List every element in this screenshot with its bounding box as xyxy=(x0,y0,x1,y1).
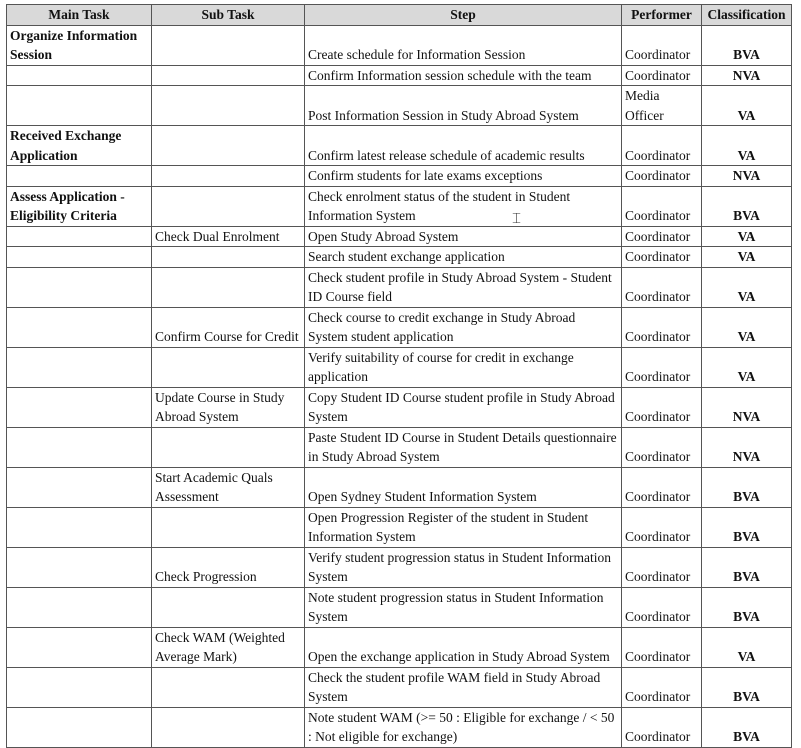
main-task-cell: Received Exchange Application xyxy=(7,126,152,166)
sub-task-cell xyxy=(152,347,305,387)
table-row xyxy=(7,166,792,187)
main-task-cell xyxy=(7,547,152,587)
header-step: Step xyxy=(305,5,622,26)
header-performer: Performer xyxy=(622,5,702,26)
performer-cell: Coordinator xyxy=(622,467,702,507)
classification-cell: VA xyxy=(702,627,792,667)
sub-task-cell xyxy=(152,587,305,627)
table-body xyxy=(7,25,792,747)
classification-cell: VA xyxy=(702,126,792,166)
process-table-document xyxy=(6,4,791,748)
sub-task-cell xyxy=(152,667,305,707)
classification-cell: BVA xyxy=(702,467,792,507)
sub-task-cell: Check Progression xyxy=(152,547,305,587)
classification-cell: NVA xyxy=(702,387,792,427)
sub-task-cell xyxy=(152,25,305,65)
main-task-cell xyxy=(7,667,152,707)
step-cell: Search student exchange application xyxy=(305,247,622,268)
table-row xyxy=(7,467,792,507)
table-row xyxy=(7,387,792,427)
main-task-cell: Organize Information Session xyxy=(7,25,152,65)
performer-cell: Coordinator xyxy=(622,507,702,547)
classification-cell: BVA xyxy=(702,547,792,587)
sub-task-cell xyxy=(152,186,305,226)
performer-cell: Coordinator xyxy=(622,587,702,627)
main-task-cell xyxy=(7,627,152,667)
main-task-cell xyxy=(7,467,152,507)
performer-cell: Coordinator xyxy=(622,226,702,247)
table-row xyxy=(7,307,792,347)
classification-cell: VA xyxy=(702,267,792,307)
table-row xyxy=(7,627,792,667)
process-table xyxy=(6,4,792,748)
step-cell: Verify student progression status in Student Information System xyxy=(305,547,622,587)
classification-cell: BVA xyxy=(702,587,792,627)
sub-task-cell xyxy=(152,507,305,547)
table-row xyxy=(7,507,792,547)
classification-cell: VA xyxy=(702,307,792,347)
main-task-cell xyxy=(7,347,152,387)
classification-cell: VA xyxy=(702,347,792,387)
table-row xyxy=(7,186,792,226)
sub-task-cell xyxy=(152,267,305,307)
performer-cell: Coordinator xyxy=(622,126,702,166)
step-cell: Open the exchange application in Study Abroad System xyxy=(305,627,622,667)
performer-cell: Coordinator xyxy=(622,25,702,65)
step-cell: Open Study Abroad System xyxy=(305,226,622,247)
main-task-cell xyxy=(7,387,152,427)
sub-task-cell xyxy=(152,126,305,166)
sub-task-cell xyxy=(152,65,305,86)
performer-cell: Coordinator xyxy=(622,707,702,747)
classification-cell: BVA xyxy=(702,507,792,547)
classification-cell: NVA xyxy=(702,65,792,86)
main-task-cell xyxy=(7,226,152,247)
step-cell: Verify suitability of course for credit in exchange application xyxy=(305,347,622,387)
header-row xyxy=(7,5,792,26)
step-cell: Note student WAM (>= 50 : Eligible for exchange / < 50 : Not eligible for exchange) xyxy=(305,707,622,747)
main-task-cell: Assess Application - Eligibility Criteria xyxy=(7,186,152,226)
main-task-cell xyxy=(7,587,152,627)
sub-task-cell: Check Dual Enrolment xyxy=(152,226,305,247)
performer-cell: Coordinator xyxy=(622,627,702,667)
sub-task-cell xyxy=(152,86,305,126)
table-row xyxy=(7,427,792,467)
main-task-cell xyxy=(7,427,152,467)
step-cell: Confirm students for late exams exceptions xyxy=(305,166,622,187)
classification-cell: BVA xyxy=(702,25,792,65)
step-cell: Paste Student ID Course in Student Details questionnaire in Study Abroad System xyxy=(305,427,622,467)
step-cell: Confirm Information session schedule with the team xyxy=(305,65,622,86)
sub-task-cell xyxy=(152,247,305,268)
main-task-cell xyxy=(7,166,152,187)
table-row xyxy=(7,587,792,627)
step-cell: Create schedule for Information Session xyxy=(305,25,622,65)
classification-cell: NVA xyxy=(702,166,792,187)
sub-task-cell: Confirm Course for Credit xyxy=(152,307,305,347)
main-task-cell xyxy=(7,707,152,747)
main-task-cell xyxy=(7,507,152,547)
classification-cell: BVA xyxy=(702,707,792,747)
sub-task-cell xyxy=(152,427,305,467)
table-row xyxy=(7,25,792,65)
table-row xyxy=(7,707,792,747)
performer-cell: Coordinator xyxy=(622,387,702,427)
main-task-cell xyxy=(7,86,152,126)
sub-task-cell: Check WAM (Weighted Average Mark) xyxy=(152,627,305,667)
table-row xyxy=(7,267,792,307)
step-cell: Check enrolment status of the student in Student Information System xyxy=(305,186,622,226)
classification-cell: BVA xyxy=(702,667,792,707)
performer-cell: Coordinator xyxy=(622,65,702,86)
text-cursor-icon: ⌶ xyxy=(512,209,522,227)
step-cell: Post Information Session in Study Abroad System xyxy=(305,86,622,126)
performer-cell: Coordinator xyxy=(622,267,702,307)
sub-task-cell: Update Course in Study Abroad System xyxy=(152,387,305,427)
performer-cell: Coordinator xyxy=(622,427,702,467)
step-cell: Note student progression status in Student Information System xyxy=(305,587,622,627)
classification-cell: BVA xyxy=(702,186,792,226)
table-row xyxy=(7,547,792,587)
classification-cell: VA xyxy=(702,86,792,126)
performer-cell: Coordinator xyxy=(622,547,702,587)
main-task-cell xyxy=(7,267,152,307)
step-cell: Open Sydney Student Information System xyxy=(305,467,622,507)
classification-cell: NVA xyxy=(702,427,792,467)
table-row xyxy=(7,226,792,247)
performer-cell: Coordinator xyxy=(622,186,702,226)
header-sub-task: Sub Task xyxy=(152,5,305,26)
step-cell: Check the student profile WAM field in Study Abroad System xyxy=(305,667,622,707)
sub-task-cell: Start Academic Quals Assessment xyxy=(152,467,305,507)
table-row xyxy=(7,65,792,86)
table-row xyxy=(7,667,792,707)
step-cell: Confirm latest release schedule of academic results xyxy=(305,126,622,166)
step-cell: Copy Student ID Course student profile in Study Abroad System xyxy=(305,387,622,427)
header-classification: Classification xyxy=(702,5,792,26)
performer-cell: Coordinator xyxy=(622,166,702,187)
main-task-cell xyxy=(7,65,152,86)
main-task-cell xyxy=(7,247,152,268)
step-cell: Check student profile in Study Abroad System - Student ID Course field xyxy=(305,267,622,307)
table-row xyxy=(7,247,792,268)
sub-task-cell xyxy=(152,166,305,187)
performer-cell: Coordinator xyxy=(622,307,702,347)
sub-task-cell xyxy=(152,707,305,747)
performer-cell: Coordinator xyxy=(622,347,702,387)
step-cell: Check course to credit exchange in Study Abroad System student application xyxy=(305,307,622,347)
classification-cell: VA xyxy=(702,247,792,268)
step-cell: Open Progression Register of the student in Student Information System xyxy=(305,507,622,547)
performer-cell: Coordinator xyxy=(622,667,702,707)
header-main-task: Main Task xyxy=(7,5,152,26)
main-task-cell xyxy=(7,307,152,347)
table-row xyxy=(7,126,792,166)
table-row xyxy=(7,347,792,387)
performer-cell: Media Officer xyxy=(622,86,702,126)
table-row xyxy=(7,86,792,126)
performer-cell: Coordinator xyxy=(622,247,702,268)
classification-cell: VA xyxy=(702,226,792,247)
